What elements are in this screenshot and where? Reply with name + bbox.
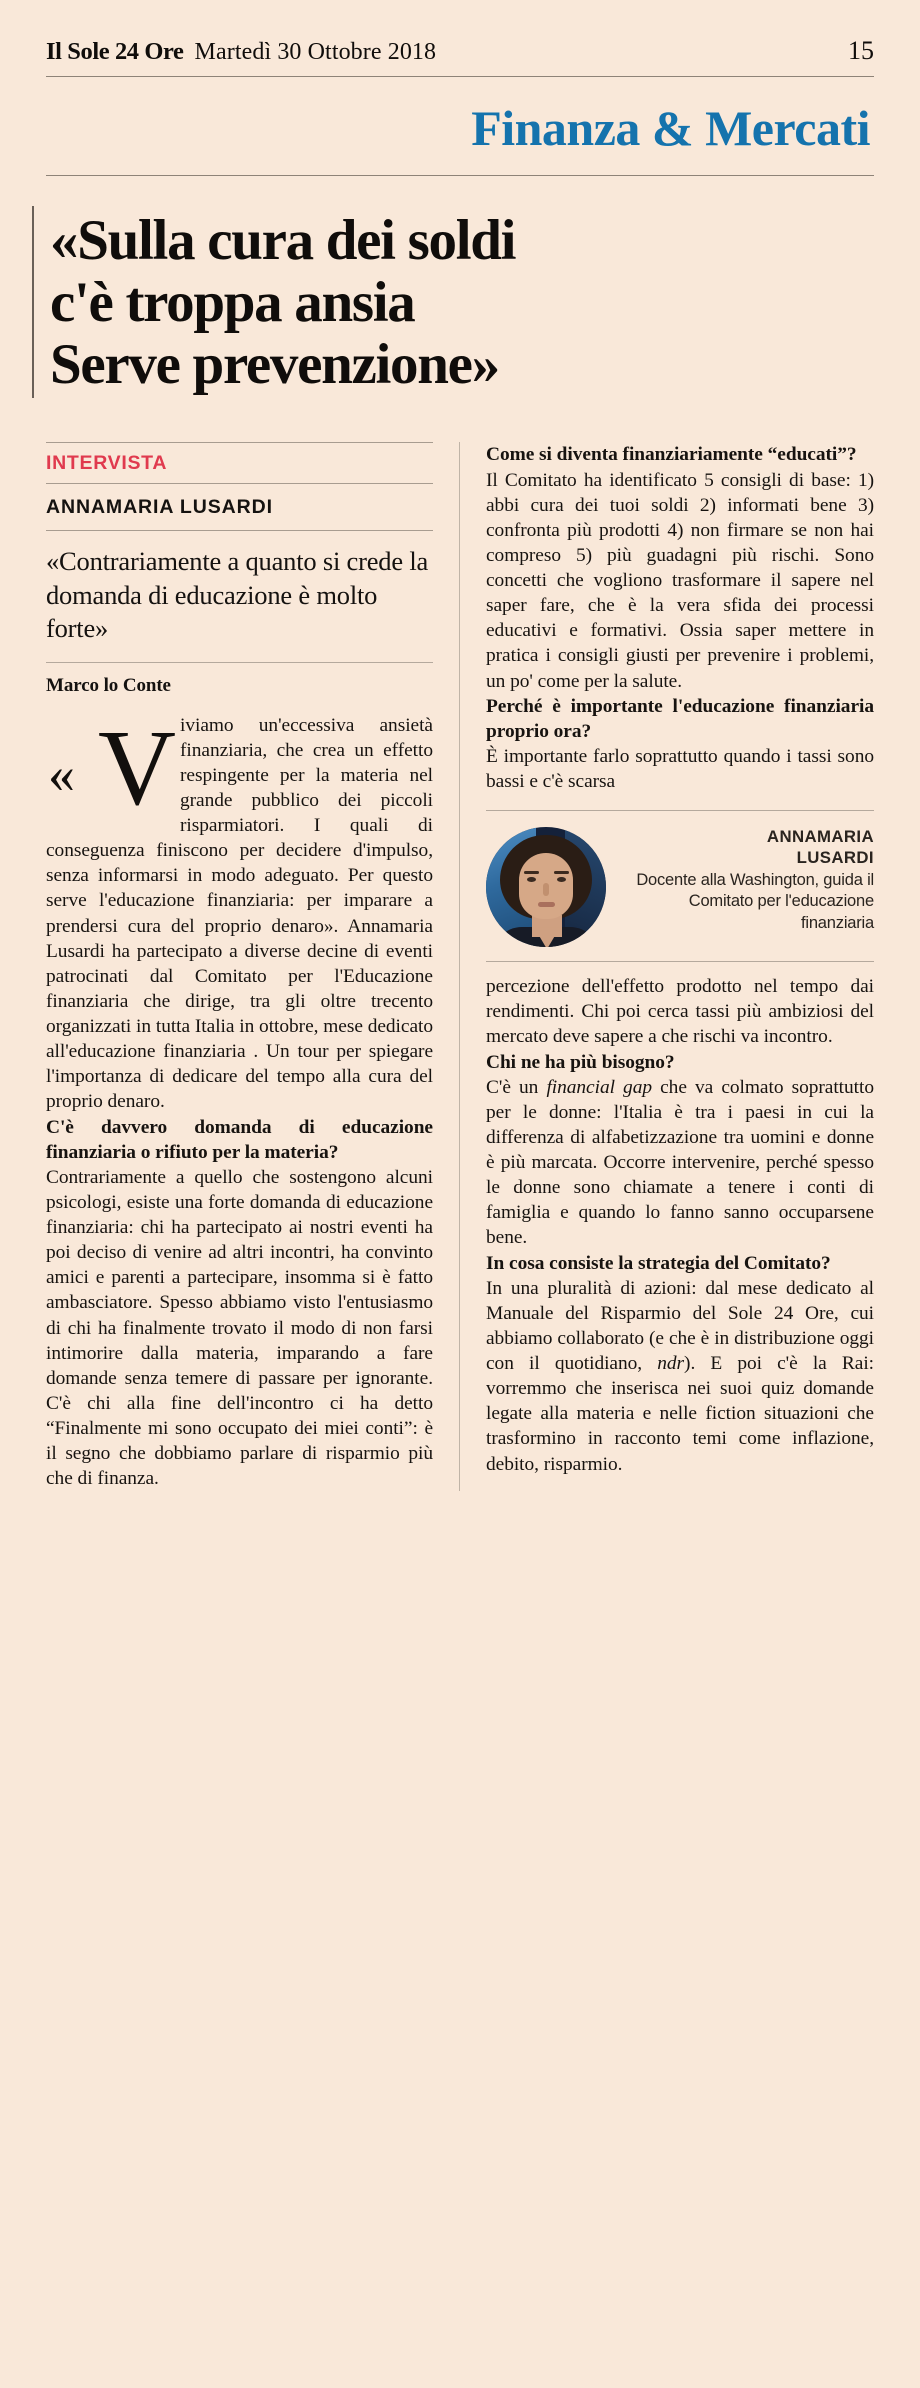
left-body-text [46, 708, 433, 1492]
headline-line-1: «Sulla cura dei soldi [50, 209, 516, 272]
portrait-name-line-1: ANNAMARIA [766, 827, 874, 847]
headline-accent-bar [32, 206, 34, 398]
right-answer-2-after-photo: percezione dell'effetto prodotto nel tempo dai rendimenti. Chi poi cerca tassi più ambiziosi del mercato deve sapere a che rischi va incontro. [486, 976, 874, 1048]
right-answer-3 [486, 1075, 874, 1251]
issue-date: Martedì 30 Ottobre 2018 [194, 39, 437, 65]
right-body-text-bottom [486, 962, 874, 1477]
left-paragraph-opening: iviamo un'eccessiva ansietà finanziaria, che crea un effetto respingente per la materia nel grande pubblico dei piccoli risparmiatori. I quali di conseguenza finiscono per decidere d'impulso, senza informarsi in modo adeguato. Per questo serve l'educazione finanziaria: per imparare a prendersi cura del proprio denaro». Annamaria Lusardi ha partecipato a diverse decine di eventi patrocinati dal Comitato per l'Educazione finanziaria che dirige, tra gli oltre trecento organizzati in tutta Italia in ottobre, mese dedicato all'educazione finanziaria . Un tour per spiegare l'importanza di dedicare del tempo alla cura del proprio denaro. [46, 714, 433, 1113]
left-question-1: C'è davvero domanda di educazione finanziaria o rifiuto per la materia? [46, 1116, 433, 1163]
right-answer-3-post: che va colmato soprattutto per le donne: l'Italia è tra i paesi in cui la differenza di alfabetizzazione tra uomini e donne è più marcata. Occorre intervenire, perché spesso le donne sono chiamate a tenere i conti di famiglia e quando lo fanno sanno occuparsene bene. [486, 1076, 874, 1249]
article-columns [46, 424, 874, 1491]
interviewee-block [46, 484, 433, 531]
page-title [46, 210, 874, 396]
dropcap-letter: V [98, 708, 176, 828]
section-title: Finanza & Mercati [471, 100, 870, 156]
page-number: 15 [848, 36, 874, 65]
opening-guillemet-icon: « [48, 743, 75, 804]
right-answer-4-post: ). E poi c'è la Rai: vorremmo che inserisca nei suoi quiz domande legate alla materia e nelle fiction situazioni che trasformino in racconto temi come inflazione, debito, risparmio. [486, 1353, 874, 1475]
byline-block [46, 662, 433, 703]
paper-name: Il Sole 24 Ore [46, 38, 184, 65]
column-left [46, 442, 460, 1491]
masthead [46, 0, 874, 76]
right-answer-3-pre: C'è un [486, 1076, 547, 1098]
right-answer-4-italic: ndr [657, 1353, 685, 1374]
portrait-eyebrow-right [554, 871, 569, 874]
portrait-mouth [538, 902, 555, 907]
right-answer-4-pre: In una pluralità di azioni: dal mese dedicato al Manuale del Risparmio del Sole 24 Ore, cui abbiamo collaborato (e che è in distribuzione oggi con il quotidiano, [486, 1277, 874, 1374]
right-question-4: In cosa consiste la strategia del Comitato? [486, 1252, 831, 1274]
right-question-2: Perché è importante l'educazione finanziaria proprio ora? [486, 695, 874, 742]
portrait-role: Docente alla Washington, guida il Comitato per l'educazione finanziaria [636, 870, 874, 932]
section-banner [46, 77, 874, 175]
portrait-block [486, 810, 874, 947]
avatar [486, 827, 606, 947]
right-question-3: Chi ne ha più bisogno? [486, 1051, 675, 1073]
standfirst: «Contrariamente a quanto si crede la domanda di educazione è molto forte» [46, 546, 429, 644]
headline-line-2: c'è troppa ansia [50, 271, 415, 335]
byline: Marco lo Conte [46, 674, 171, 696]
right-body-text-top [486, 442, 874, 794]
headline-zone [46, 176, 874, 424]
headline-line-3: Serve prevenzione» [50, 333, 499, 397]
right-answer-3-italic: financial gap [546, 1076, 652, 1098]
kicker-label: INTERVISTA [46, 452, 168, 475]
portrait-nose [543, 883, 549, 896]
portrait-name-line-2: LUSARDI [796, 847, 874, 867]
left-answer-1: Contrariamente a quello che sostengono alcuni psicologi, esiste una forte domanda di educazione finanziaria: chi ha partecipato ai nostri eventi ha poi deciso di venire ad altri incontri, ha convinto amici e parenti a partecipare, insomma si è fatto ambasciatore. Spesso abbiamo visto l'entusiasmo di chi ha finalmente trovato il modo di non farsi intimorire dalla materia, imparando a fare domande senza temere di passare per ignorante. C'è chi alla fine dell'incontro ci ha detto “Finalmente mi sono occupato dei miei conti”: è il segno che dobbiamo parlare di risparmio più che di finanza. [46, 1166, 433, 1490]
kicker-block [46, 442, 433, 484]
dropcap-art [46, 708, 176, 828]
masthead-left [46, 38, 436, 66]
right-question-1: Come si diventa finanziariamente “educati”? [486, 444, 857, 466]
portrait-eyebrow-left [524, 871, 539, 874]
right-answer-4 [486, 1276, 874, 1477]
portrait-caption [620, 827, 874, 934]
column-right [460, 442, 874, 1491]
right-answer-1: Il Comitato ha identificato 5 consigli di base: 1) abbi cura dei tuoi soldi 2) informati bene 3) confronta più prodotti 4) non firmare se non hai compreso 5) più guadagni più rischi. Sono concetti che vogliono trasformare il sapere nel saper fare, che è la vera sfida dei processi educativi e formativi. Ossia saper mettere in pratica i consigli giusti per prevenire i problemi, un po' come per la salute. [486, 469, 874, 692]
interviewee-name: ANNAMARIA LUSARDI [46, 496, 273, 519]
right-answer-2-before-photo: È importante farlo soprattutto quando i tassi sono bassi e c'è scarsa [486, 745, 874, 792]
